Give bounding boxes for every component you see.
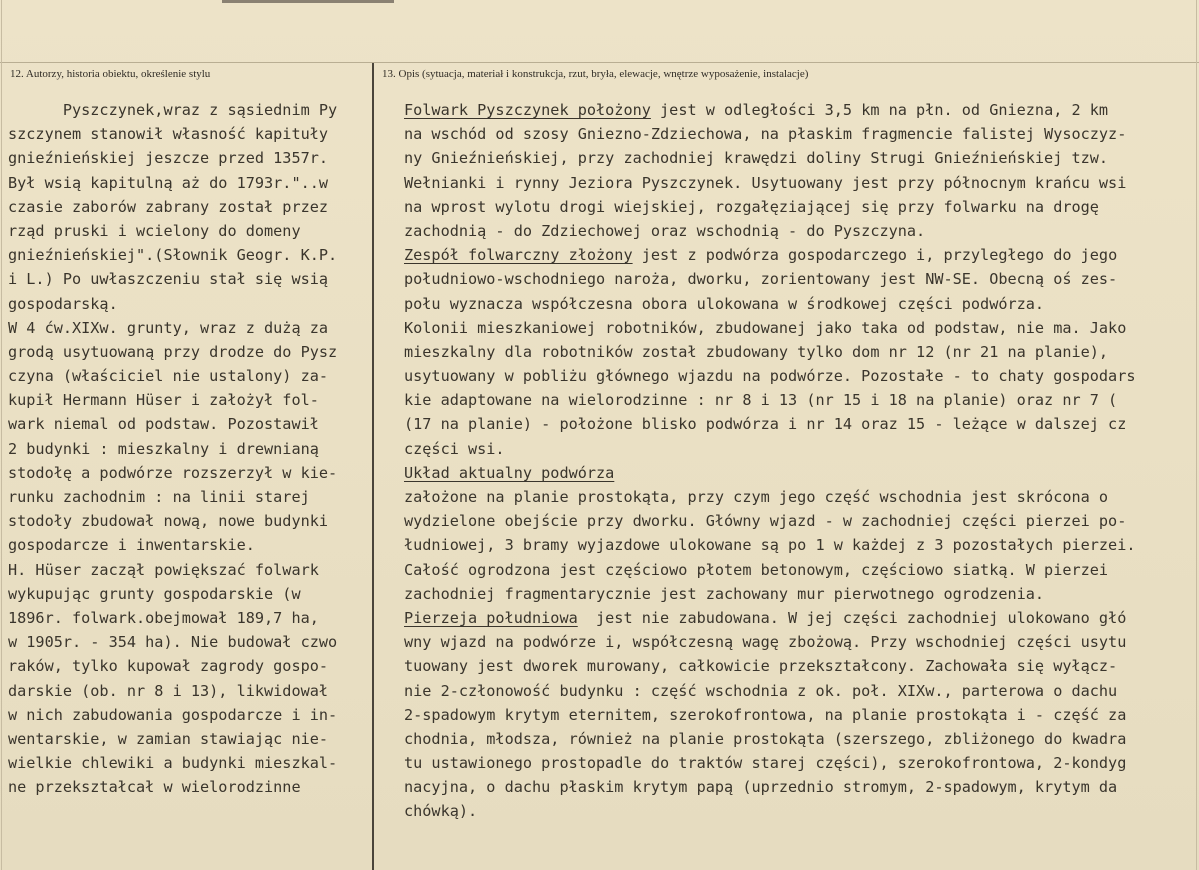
description-line bbox=[404, 146, 1198, 170]
description-line bbox=[404, 292, 1198, 316]
line-text: tuowany jest dworek murowany, całkowicie przekształcony. Zachowała się wyłącz- bbox=[404, 657, 1118, 676]
line-text: zachodnią - do Zdziechowej oraz wschodnią - do Pyszczyna. bbox=[404, 221, 926, 240]
description-line bbox=[404, 606, 1198, 630]
history-line: ne przekształcał w wielorodzinne bbox=[8, 778, 301, 797]
history-line: kupił Hermann Hüser i założył fol- bbox=[8, 391, 319, 410]
line-text: chówką). bbox=[404, 802, 478, 821]
description-line bbox=[404, 799, 1198, 823]
description-text bbox=[404, 98, 1198, 824]
description-line bbox=[404, 751, 1198, 775]
description-line bbox=[404, 122, 1198, 146]
history-line: gospodarską. bbox=[8, 294, 118, 313]
line-text: połu wyznacza współczesna obora ulokowana w środkowej części podwórza. bbox=[404, 294, 1045, 313]
history-line: czyna (właściciel nie ustalony) za- bbox=[8, 367, 329, 386]
description-line bbox=[404, 243, 1198, 267]
history-line: darskie (ob. nr 8 i 13), likwidował bbox=[8, 681, 329, 700]
underlined-heading: Zespół folwarczny złożony bbox=[404, 246, 633, 265]
section-13-header: 13. Opis (sytuacja, materiał i konstrukcja, rzut, bryła, elewacje, wnętrze wyposażenie, instalacje) bbox=[382, 68, 809, 80]
history-line: W 4 ćw.XIXw. grunty, wraz z dużą za bbox=[8, 318, 329, 337]
history-line: gnieźnieńskiej".(Słownik Geogr. K.P. bbox=[8, 246, 338, 265]
line-text: mieszkalny dla robotników został zbudowany tylko dom nr 12 (nr 21 na planie), bbox=[404, 342, 1109, 361]
history-line: rząd pruski i wcielony do domeny bbox=[8, 221, 301, 240]
line-text: ny Gnieźnieńskiej, przy zachodniej krawędzi doliny Strugi Gnieźnieńskiej tzw. bbox=[404, 149, 1109, 168]
history-line: runku zachodnim : na linii starej bbox=[8, 488, 310, 506]
line-text: części wsi. bbox=[404, 439, 505, 458]
column-divider bbox=[372, 63, 374, 870]
description-line bbox=[404, 98, 1198, 122]
history-line: Był wsią kapitulną aż do 1793r."..w bbox=[8, 173, 329, 192]
description-line bbox=[404, 558, 1198, 582]
line-text: zachodniej fragmentarycznie jest zachowany mur pierwotnego ogrodzenia. bbox=[404, 584, 1045, 603]
history-line: wark niemal od podstaw. Pozostawił bbox=[8, 415, 319, 434]
line-text: jest z podwórza gospodarczego i, przyległego do jego bbox=[632, 246, 1118, 265]
history-line: Pyszczynek,wraz z sąsiednim Py bbox=[8, 101, 338, 119]
description-line bbox=[404, 437, 1198, 461]
description-line bbox=[404, 364, 1198, 388]
history-line: raków, tylko kupował zagrody gospo- bbox=[8, 657, 329, 676]
history-text bbox=[8, 98, 370, 799]
line-text: nacyjna, o dachu płaskim krytym papą (uprzednio stromym, 2-spadowym, krytym da bbox=[404, 778, 1118, 797]
line-text: na wprost wylotu drogi wiejskiej, rozgałęziającej się przy folwarku na drogę bbox=[404, 197, 1099, 216]
history-line: 1896r. folwark.obejmował 189,7 ha, bbox=[8, 608, 319, 627]
line-text: tu ustawionego prostopadle do traktów starej części), szerokofrontowa, 2-kondyg bbox=[404, 754, 1127, 773]
underlined-heading: Folwark Pyszczynek położony bbox=[404, 101, 651, 119]
description-line bbox=[404, 195, 1198, 219]
description-line bbox=[404, 485, 1198, 509]
description-line bbox=[404, 267, 1198, 291]
description-line bbox=[404, 679, 1198, 703]
description-line bbox=[404, 654, 1198, 678]
line-text: (17 na planie) - położone blisko podwórza i nr 14 oraz 15 - leżące w dalszej cz bbox=[404, 415, 1127, 434]
description-line bbox=[404, 388, 1198, 412]
history-line: stodołę a podwórze rozszerzył w kie- bbox=[8, 463, 338, 482]
description-line bbox=[404, 316, 1198, 340]
line-text: chodnia, młodsza, również na planie prostokąta (szerszego, zbliżonego do kwadra bbox=[404, 729, 1127, 748]
history-line: czasie zaborów zabrany został przez bbox=[8, 197, 329, 216]
left-edge bbox=[1, 0, 2, 870]
line-text: jest w odległości 3,5 km na płn. od Gniezna, 2 km bbox=[650, 101, 1109, 119]
description-line bbox=[404, 461, 1198, 485]
line-text: kie adaptowane na wielorodzinne : nr 8 i 13 (nr 15 i 18 na planie) oraz nr 7 ( bbox=[404, 391, 1118, 410]
section-12-header: 12. Autorzy, historia obiektu, określenie stylu bbox=[10, 68, 211, 80]
history-line: gospodarcze i inwentarskie. bbox=[8, 536, 255, 555]
line-text: nie 2-członowość budynku : część wschodnia z ok. poł. XIXw., parterowa o dachu bbox=[404, 681, 1118, 700]
description-line bbox=[404, 703, 1198, 727]
line-text: Całość ogrodzona jest częściowo płotem betonowym, częściowo siatką. W pierzei bbox=[404, 560, 1109, 579]
history-line: w nich zabudowania gospodarcze i in- bbox=[8, 705, 338, 724]
history-line: H. Hüser zaczął powiększać folwark bbox=[8, 560, 319, 579]
history-line: wielkie chlewiki a budynki mieszkal- bbox=[8, 754, 338, 773]
line-text: wydzielone obejście przy dworku. Główny wjazd - w zachodniej części pierzei po- bbox=[404, 512, 1127, 531]
line-text: Wełnianki i rynny Jeziora Pyszczynek. Usytuowany jest przy północnym krańcu wsi bbox=[404, 173, 1127, 192]
description-line bbox=[404, 727, 1198, 751]
history-line: wentarskie, w zamian stawiając nie- bbox=[8, 729, 329, 748]
line-text: jest nie zabudowana. W jej części zachodniej ulokowano głó bbox=[577, 608, 1127, 627]
line-text: południowo-wschodniego naroża, dworku, zorientowany jest NW-SE. Obecną oś zes- bbox=[404, 270, 1118, 289]
line-text: Kolonii mieszkaniowej robotników, zbudowanej jako taka od podstaw, nie ma. Jako bbox=[404, 318, 1127, 337]
history-line: i L.) Po uwłaszczeniu stał się wsią bbox=[8, 270, 329, 289]
history-line: stodoły zbudował nową, nowe budynki bbox=[8, 512, 329, 531]
description-line bbox=[404, 412, 1198, 436]
line-text: łudniowej, 3 bramy wyjazdowe ulokowane są po 1 w każdej z 3 pozostałych pierzei. bbox=[404, 536, 1136, 555]
line-text: usytuowany w pobliżu głównego wjazdu na podwórze. Pozostałe - to chaty gospodars bbox=[404, 367, 1136, 386]
history-line: 2 budynki : mieszkalny i drewnianą bbox=[8, 439, 319, 458]
header-rule bbox=[0, 62, 1199, 63]
history-line: w 1905r. - 354 ha). Nie budował czwo bbox=[8, 633, 338, 652]
line-text: na wschód od szosy Gniezno-Zdziechowa, na płaskim fragmencie falistej Wysoczyz- bbox=[404, 125, 1127, 144]
underlined-heading: Pierzeja południowa bbox=[404, 608, 578, 627]
description-line bbox=[404, 775, 1198, 799]
top-rule bbox=[222, 0, 394, 3]
line-text: 2-spadowym krytym eternitem, szerokofrontowa, na planie prostokąta i - część za bbox=[404, 705, 1127, 724]
history-line: grodą usytuowaną przy drodze do Pysz bbox=[8, 342, 338, 361]
history-line: gnieźnieńskiej jeszcze przed 1357r. bbox=[8, 149, 329, 168]
history-line: szczynem stanowił własność kapituły bbox=[8, 125, 329, 144]
description-line bbox=[404, 219, 1198, 243]
line-text: wny wjazd na podwórze i, współczesną wagę zbożową. Przy wschodniej części usytu bbox=[404, 633, 1127, 652]
description-line bbox=[404, 509, 1198, 533]
description-line bbox=[404, 340, 1198, 364]
history-line: wykupując grunty gospodarskie (w bbox=[8, 584, 301, 603]
description-line bbox=[404, 630, 1198, 654]
description-line bbox=[404, 582, 1198, 606]
line-text: założone na planie prostokąta, przy czym jego część wschodnia jest skrócona o bbox=[404, 488, 1109, 506]
description-line bbox=[404, 533, 1198, 557]
underlined-heading: Układ aktualny podwórza bbox=[404, 463, 615, 482]
description-line bbox=[404, 171, 1198, 195]
